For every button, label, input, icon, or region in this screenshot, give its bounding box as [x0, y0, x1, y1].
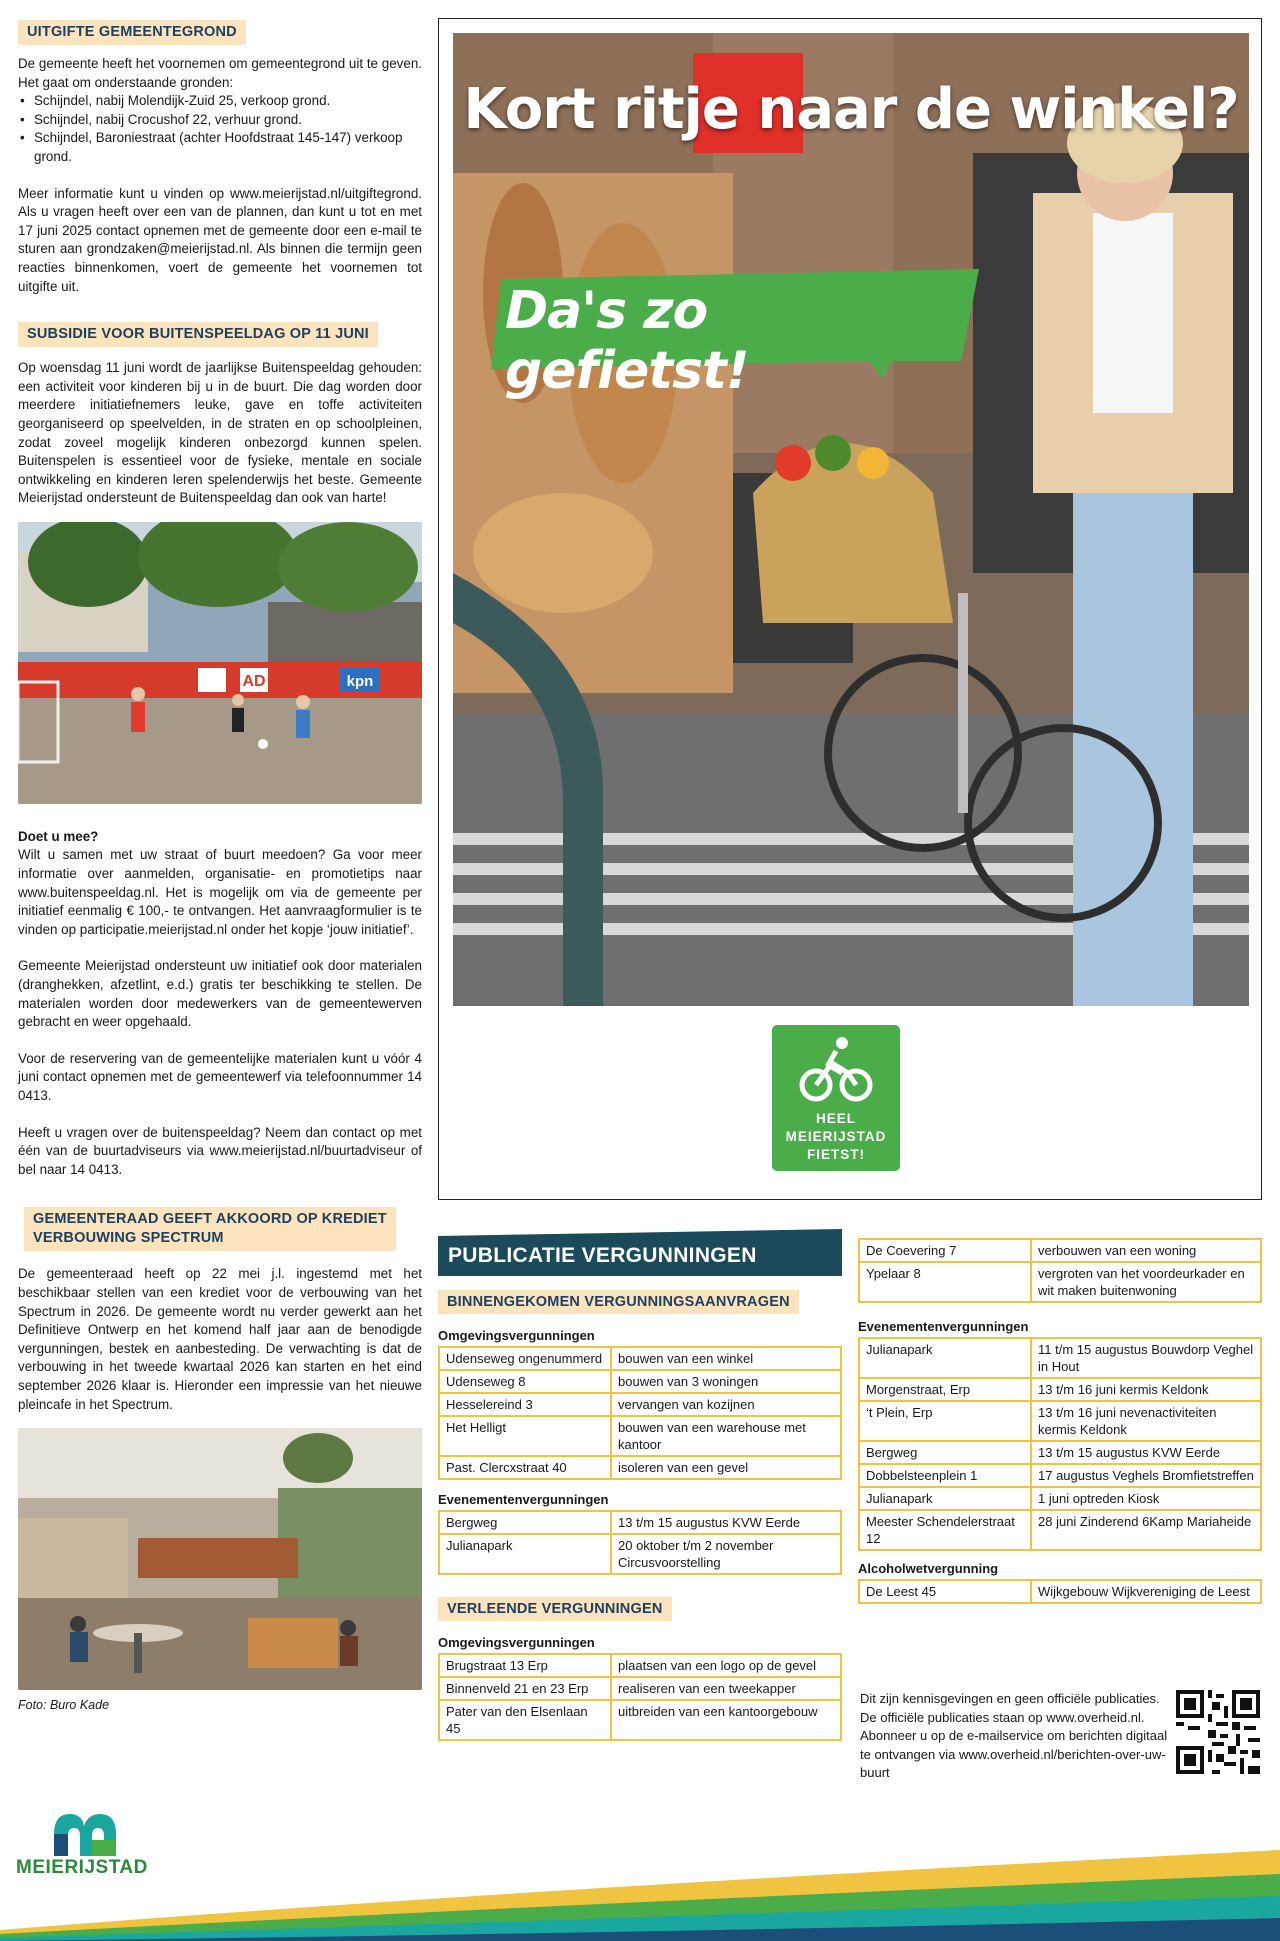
table-cell: Bergweg [439, 1511, 611, 1534]
ver-omgeving-cont-table [858, 1238, 1262, 1303]
table-cell: De Leest 45 [859, 1580, 1031, 1603]
cyclist-icon [796, 1033, 876, 1105]
in-omgeving-table [438, 1346, 842, 1480]
table-row [439, 1654, 841, 1677]
table-cell: realiseren van een tweekapper [611, 1677, 841, 1700]
table-cell: Julianapark [859, 1487, 1031, 1510]
table-cell: uitbreiden van een kantoorgebouw [611, 1700, 841, 1740]
table-row [859, 1441, 1261, 1464]
publication-disclaimer: Dit zijn kennisgevingen en geen officiële publicaties. De officiële publicaties staan op www.overheid.nl. Abonneer u op de e-mailservice om berichten digitaal te ontvangen via www.overheid.nl/berichten-over-uw-buurt [860, 1691, 1168, 1780]
qr-code-icon[interactable] [1176, 1690, 1260, 1774]
table-row [439, 1370, 841, 1393]
subsidie-body: Op woensdag 11 juni wordt de jaarlijkse Buitenspeeldag gehouden: een activiteit voor kinderen bij u in de buurt. Die dag worden door meerdere initiatiefnemers leuke, gave en toffe activiteiten georganiseerd op speelvelden, in de straten en op schoolpleinen, zodat zoveel mogelijk kinderen onbezorgd kunnen spelen. Buitenspelen is essentieel voor de fysieke, mentale en sociale ontwikkeling en kinderen leren spelenderwijs het beste. Gemeente Meierijstad ondersteunt de Buitenspeeldag dan ook van harte! [18, 360, 422, 506]
table-row [439, 1456, 841, 1479]
uitgifte-heading: UITGIFTE GEMEENTEGROND [18, 20, 246, 45]
in-evenement-table [438, 1510, 842, 1575]
table-cell: 1 juni optreden Kiosk [1031, 1487, 1261, 1510]
table-cell: Wijkgebouw Wijkvereniging de Leest [1031, 1580, 1261, 1603]
table-cell: Het Helligt [439, 1416, 611, 1456]
publications-column-right [858, 1238, 1262, 1604]
table-row [439, 1700, 841, 1740]
table-cell: De Coevering 7 [859, 1239, 1031, 1262]
heel-meierijstad-fietst-badge [772, 1025, 900, 1171]
in-evenement-heading: Evenementenvergunningen [438, 1492, 609, 1507]
table-cell: plaatsen van een logo op de gevel [611, 1654, 841, 1677]
publicatie-banner [438, 1236, 842, 1276]
table-cell: Julianapark [439, 1534, 611, 1574]
table-row [439, 1393, 841, 1416]
left-column [18, 20, 422, 1715]
table-row [439, 1416, 841, 1456]
buitenspeeldag-photo [18, 522, 422, 804]
table-cell: 13 t/m 16 juni nevenactiviteiten kermis Keldonk [1031, 1401, 1261, 1441]
ver-evenement-heading: Evenementenvergunningen [858, 1319, 1029, 1334]
table-cell: 11 t/m 15 augustus Bouwdorp Veghel in Hout [1031, 1338, 1261, 1378]
doet-body: Wilt u samen met uw straat of buurt meedoen? Ga voor meer informatie over aanmelden, organisatie- en promotietips naar www.buitenspeeldag.nl. Het is mogelijk om via de gemeente per initiatief eenmalig € 100,- te ontvangen. Het aanvraagformulier is te vinden op participatie.meierijstad.nl onder het kopje ‘jouw initiatief’. [18, 847, 422, 937]
badge-line-2: MEIERIJSTAD [785, 1129, 887, 1144]
table-row [859, 1338, 1261, 1378]
gemeenteraad-heading: GEMEENTERAAD GEEFT AKKOORD OP KREDIET VERBOUWING SPECTRUM [24, 1207, 396, 1251]
table-cell: 13 t/m 15 augustus KVW Eerde [611, 1511, 841, 1534]
table-cell: bouwen van een warehouse met kantoor [611, 1416, 841, 1456]
ver-alcohol-heading: Alcoholwetvergunning [858, 1561, 999, 1576]
table-row [439, 1677, 841, 1700]
table-row [859, 1378, 1261, 1401]
table-row [859, 1487, 1261, 1510]
uitgifte-list [18, 92, 422, 166]
ver-evenement-table [858, 1337, 1262, 1551]
table-row [859, 1239, 1261, 1262]
table-cell: Udenseweg 8 [439, 1370, 611, 1393]
table-cell: ‘t Plein, Erp [859, 1401, 1031, 1441]
subsidie-heading: SUBSIDIE VOOR BUITENSPEELDAG OP 11 JUNI [18, 322, 378, 347]
table-cell: Binnenveld 21 en 23 Erp [439, 1677, 611, 1700]
table-row [859, 1401, 1261, 1441]
table-cell: Bergweg [859, 1441, 1031, 1464]
badge-line-3: FIETST! [807, 1147, 865, 1162]
poster-slogan: Da's zo gefietst! [505, 281, 749, 401]
table-row [859, 1510, 1261, 1550]
poster-photo [453, 33, 1249, 1006]
table-row [439, 1511, 841, 1534]
table-row [859, 1262, 1261, 1302]
table-cell: Dobbelsteenplein 1 [859, 1464, 1031, 1487]
table-cell: 20 oktober t/m 2 november Circusvoorstelling [611, 1534, 841, 1574]
table-cell: Morgenstraat, Erp [859, 1378, 1031, 1401]
table-cell: isoleren van een gevel [611, 1456, 841, 1479]
table-cell: bouwen van een winkel [611, 1347, 841, 1370]
table-cell: 13 t/m 16 juni kermis Keldonk [1031, 1378, 1261, 1401]
table-cell: vergroten van het voordeurkader en wit maken buitenwoning [1031, 1262, 1261, 1302]
subsidie-p3: Voor de reservering van de gemeentelijke materialen kunt u vóór 4 juni contact opnemen met de gemeentewerf via telefoonnummer 14 0413. [18, 1050, 422, 1103]
table-cell: Udenseweg ongenummerd [439, 1347, 611, 1370]
uitgifte-intro: De gemeente heeft het voornemen om gemeentegrond uit te geven. Het gaat om onderstaande gronden: [18, 56, 422, 90]
badge-line-1: HEEL [815, 1111, 856, 1126]
verleend-heading: VERLEENDE VERGUNNINGEN [438, 1597, 672, 1621]
publications-column-left [438, 1290, 842, 1741]
table-cell: bouwen van 3 woningen [611, 1370, 841, 1393]
photo-caption: Foto: Buro Kade [18, 1698, 110, 1713]
decorative-waves [0, 1830, 1280, 1941]
poster-title: Kort ritje naar de winkel? [463, 77, 1239, 142]
ver-alcohol-table [858, 1579, 1262, 1604]
cycling-poster [438, 18, 1262, 1200]
table-row [859, 1464, 1261, 1487]
table-cell: Brugstraat 13 Erp [439, 1654, 611, 1677]
table-cell: Hesselereind 3 [439, 1393, 611, 1416]
table-cell: Past. Clercxstraat 40 [439, 1456, 611, 1479]
table-row [439, 1534, 841, 1574]
gemeenteraad-body: De gemeenteraad heeft op 22 mei j.l. ingestemd met het beschikbaar stellen van een krediet voor de verbouwing van het Spectrum in 2026. De gemeente wordt nu verder gewerkt aan het Definitieve Ontwerp en het komend half jaar aan de benodigde vergunningen, bestek en aanbesteding. De verwachting is dat de verbouwing in het tweede kwartaal 2026 kan starten en het eind september 2026 klaar is. Hieronder een impressie van het nieuwe pleincafe in het Spectrum. [18, 1266, 422, 1412]
table-cell: 17 augustus Veghels Bromfietstreffen [1031, 1464, 1261, 1487]
table-cell: vervangen van kozijnen [611, 1393, 841, 1416]
table-row [859, 1580, 1261, 1603]
table-cell: Meester Schendelerstraat 12 [859, 1510, 1031, 1550]
table-cell: Ypelaar 8 [859, 1262, 1031, 1302]
list-item: • Schijndel, nabij Crocushof 22, verhuur grond. [34, 111, 422, 130]
subsidie-p2: Gemeente Meierijstad ondersteunt uw initiatief ook door materialen (dranghekken, afzetlint, e.d.) gratis ter beschikking te stellen. De materialen worden door medewerkers van de gemeentewerven gebracht en weer opgehaald. [18, 958, 422, 1030]
table-row [439, 1347, 841, 1370]
table-cell: 13 t/m 15 augustus KVW Eerde [1031, 1441, 1261, 1464]
logo-wordmark: MEIERIJSTAD [16, 1857, 148, 1878]
list-item: • Schijndel, Baroniestraat (achter Hoofdstraat 145-147) verkoop grond. [34, 129, 422, 166]
banner-text: AD [242, 672, 266, 690]
publicatie-title: PUBLICATIE VERGUNNINGEN [448, 1244, 757, 1267]
table-cell: 28 juni Zinderend 6Kamp Mariaheide [1031, 1510, 1261, 1550]
table-cell: verbouwen van een woning [1031, 1239, 1261, 1262]
banner-text-kpn: kpn [346, 672, 374, 690]
ver-omgeving-heading: Omgevingsvergunningen [438, 1635, 595, 1650]
ver-omgeving-table [438, 1653, 842, 1741]
table-cell: Julianapark [859, 1338, 1031, 1378]
list-item: • Schijndel, nabij Molendijk-Zuid 25, verkoop grond. [34, 92, 422, 111]
doet-title: Doet u mee? [18, 828, 99, 844]
uitgifte-body: Meer informatie kunt u vinden op www.meierijstad.nl/uitgiftegrond. Als u vragen heeft over een van de plannen, dan kunt u tot en met 17 juni 2025 contact opnemen met de gemeente door een e-mail te sturen aan grondzaken@meierijstad.nl. Als binnen die termijn geen reacties binnenkomen, voert de gemeente het voornemen tot uitgifte uit. [18, 185, 422, 294]
binnengekomen-heading: BINNENGEKOMEN VERGUNNINGSAANVRAGEN [438, 1290, 799, 1314]
spectrum-impression-photo [18, 1428, 422, 1690]
table-cell: Pater van den Elsenlaan 45 [439, 1700, 611, 1740]
subsidie-p4: Heeft u vragen over de buitenspeeldag? Neem dan contact op met één van de buurtadviseurs via www.meierijstad.nl/buurtadviseur of bel naar 14 0413. [18, 1124, 422, 1177]
in-omgeving-heading: Omgevingsvergunningen [438, 1328, 595, 1343]
